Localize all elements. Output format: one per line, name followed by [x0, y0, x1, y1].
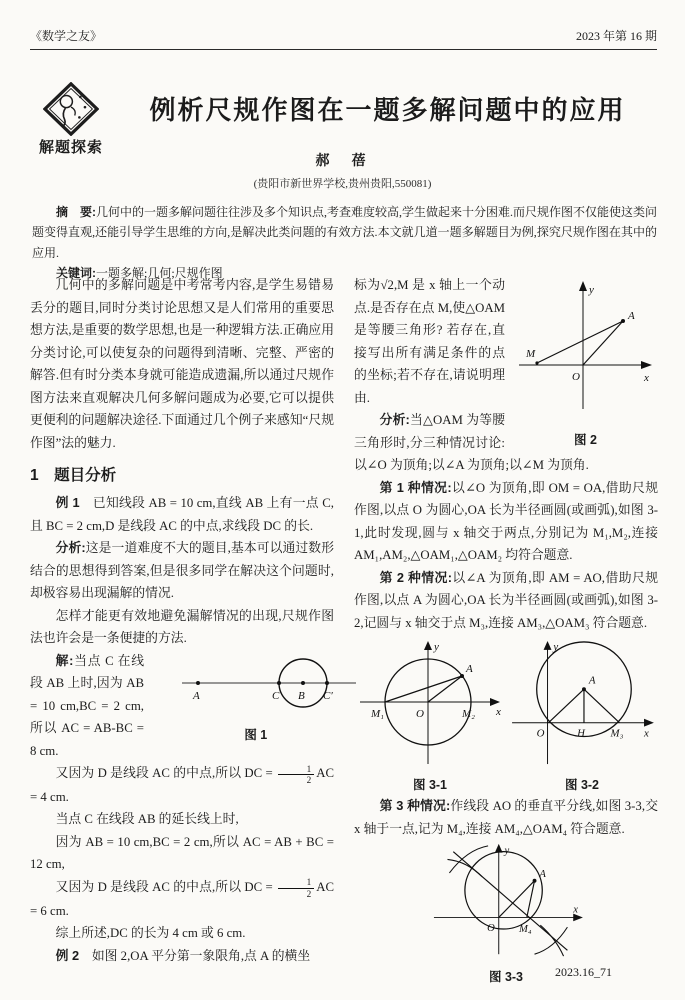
figure-3-3-drawing [426, 842, 586, 960]
abstract-label: 摘 要: [56, 205, 96, 219]
fig2-label-o: O [572, 371, 580, 383]
issue-label: 2023 年第 16 期 [575, 29, 657, 43]
fig2-label-x: x [644, 372, 649, 384]
fig33-label-y: y [504, 845, 510, 857]
right-column [354, 274, 658, 985]
solution-label: 解: [55, 652, 74, 668]
summary-paragraph: 综上所述,DC 的长为 4 cm 或 6 cm. [55, 926, 246, 941]
case3-paragraph [354, 795, 658, 840]
fig2-label-a: A [628, 310, 635, 322]
intro-paragraph: 几何中的多解问题是中考常考内容,是学生易错易丢分的题目,同时分类讨论思想又是人们常用的重要思想方法,是重要的数学思想,也是一种逻辑方法.正确应用分类讨论,可以使复杂的问题得到清晰、完整、严密的解答.但有时分类本身就可能造成遗漏,所以通过尺规作图方法来直观解决几何多解问题成为必要,它可以提供更便利的问题解决途径.下面通过几个例子来感知“尺规作图”法的魅力. [30, 278, 334, 450]
figure-2-caption: 图 2 [574, 432, 597, 447]
fig2-label-m: M [526, 348, 536, 360]
fig32-label-a: A [588, 674, 596, 687]
section-badge [28, 82, 114, 157]
ac12-paragraph: 因为 AB = 10 cm,BC = 2 cm,所以 AC = AB + BC = 12 cm, [30, 834, 334, 872]
example1-label: 例 1 [55, 495, 80, 511]
fig31-label-m1: M₁ [371, 708, 384, 721]
author-name: 郝 蓓 [315, 154, 370, 169]
analysis1-label: 分析: [55, 540, 86, 556]
dc1-paragraph [30, 762, 334, 808]
fig32-label-o: O [536, 727, 545, 740]
fig2-label-y: y [589, 284, 594, 296]
how-paragraph: 怎样才能更有效地避免漏解情况的出现,尺规作图法也许会是一条便捷的方法. [30, 608, 334, 646]
case1-paragraph [354, 477, 658, 567]
fig31-label-o: O [416, 708, 424, 721]
fig31-label-y: y [434, 641, 439, 654]
dc2-pre: 又因为 D 是线段 AC 的中点,所以 DC = [55, 879, 277, 894]
figure-1 [152, 653, 334, 747]
abstract-block [32, 202, 657, 284]
example1-text: 已知线段 AB = 10 cm,直线 AB 上有一点 C,且 BC = 2 cm,D 是线段 AC 的中点,求线段 DC 的长. [30, 496, 334, 533]
figure-3-1-drawing [356, 638, 504, 768]
author-affiliation: (贵阳市新世界学校,贵州贵阳,550081) [253, 178, 432, 190]
thinker-stamp-icon [43, 82, 99, 136]
case2-label: 第 2 种情况: [379, 569, 452, 585]
fig1-label-c: C [271, 689, 279, 702]
journal-name: 《数学之友》 [30, 29, 103, 43]
example2-label: 例 2 [55, 947, 80, 963]
fraction-one-half: $\frac{1}{2}$ [278, 877, 314, 899]
fig1-label-cprime: C′ [322, 689, 333, 702]
analysis2-text: 当△OAM 为等腰三角形时,分三种情况讨论:以∠O 为顶角;以∠A 为顶角;以∠M 为顶角. [354, 413, 589, 473]
fig32-label-m3: M₃ [610, 727, 624, 740]
figure-3-1-caption: 图 3-1 [412, 778, 448, 793]
extension-paragraph: 当点 C 在线段 AB 的延长线上时, [55, 812, 239, 827]
figure-3-row [354, 638, 658, 793]
fig33-label-o: O [487, 923, 495, 935]
page-number: 2023.16_71 [555, 965, 612, 979]
keywords-label: 关键词: [56, 266, 96, 281]
page-header [30, 27, 657, 50]
fig32-label-y: y [553, 641, 559, 654]
figure-3-3 [354, 842, 658, 985]
abstract-text: 几何中的一题多解问题往往涉及多个知识点,考查难度较高,学生做起来十分困难.而尺规作图不仅能使这类问题变得直观,还能引导学生思维的方向,是解决此类问题的有效方法.本文就几道一题多解题目为例,探究尺规作图在其中的应用. [32, 205, 658, 260]
dc2-paragraph [30, 876, 334, 922]
figure-3-2-caption: 图 3-2 [564, 778, 600, 793]
case2-text: 以∠A 为顶角,即 AM = AO,借助尺规作图,以点 A 为圆心,OA 长为半径画圆(或画弧),如图 3-2,记圆与 x 轴交于点 M₃,连接 AM₃,△OAM₃ 符合题意. [354, 570, 658, 630]
fig33-label-x: x [573, 904, 578, 916]
figure-3-2-drawing [508, 638, 656, 768]
figure-3-1 [356, 638, 504, 793]
figure-2-drawing [513, 277, 658, 419]
figure-3-3-caption: 图 3-3 [488, 970, 524, 985]
case2-paragraph [354, 567, 658, 635]
fig32-label-x: x [644, 727, 649, 740]
example2-text: 如图 2,OA 平分第一象限角,点 A 的横坐 [79, 948, 311, 963]
solution-text: 当点 C 在线段 AB 上时,因为 AB = 10 cm,BC = 2 cm,所以 AC = AB-BC = 8 cm. [30, 653, 145, 758]
fig31-label-x: x [496, 706, 501, 719]
case1-label: 第 1 种情况: [379, 479, 452, 495]
figure-1-drawing [178, 653, 360, 715]
left-column [30, 274, 334, 985]
badge-label: 解题探索 [38, 139, 103, 156]
section-heading-1: 1 题目分析 [30, 467, 117, 485]
fig32-label-h: H [577, 727, 585, 740]
example1-paragraph [30, 492, 334, 537]
solution-paragraph [30, 650, 334, 763]
example2-cont-text: 标为√2,M 是 x 轴上一个动点.是否存在点 M,使△OAM 是等腰三角形? 若存在,直接写出所有满足条件的点的坐标;若不存在,请说明理由. [354, 278, 505, 405]
figure-3-2 [508, 638, 656, 793]
abstract-paragraph [32, 202, 657, 263]
case3-label: 第 3 种情况: [379, 798, 451, 814]
fig31-label-a: A [466, 663, 473, 676]
analysis1-text: 这是一道难度不大的题目,基本可以通过数形结合的思想得到答案,但是很多同学在解决这个问题时,却极容易出现漏解的情况. [30, 541, 334, 601]
fig1-label-b: B [297, 689, 305, 702]
figure-1-caption: 图 1 [244, 728, 268, 743]
example2-paragraph [30, 945, 334, 968]
dc1-pre: 又因为 D 是线段 AC 的中点,所以 DC = [55, 766, 277, 781]
fig1-label-a: A [192, 689, 200, 702]
case3-text: 作线段 AO 的垂直平分线,如图 3-3,交 x 轴于一点,记为 M₄,连接 AM₄,△OAM₄ 符合题意. [354, 799, 658, 836]
figure-2 [513, 277, 658, 451]
analysis2-label: 分析: [379, 412, 410, 428]
body-columns [30, 274, 658, 985]
keywords-text: 一题多解;几何;尺规作图 [96, 266, 223, 281]
dc1-post: AC = 4 cm. [30, 766, 334, 804]
fig33-label-a: A [539, 869, 546, 881]
dc2-post: AC = 6 cm. [30, 879, 334, 918]
fig33-label-m4: M₄ [519, 924, 532, 936]
fraction-one-half: $\frac{1}{2}$ [278, 764, 314, 786]
fig31-label-m2: M₂ [462, 708, 475, 721]
analysis1-paragraph [30, 537, 334, 605]
case1-text: 以∠O 为顶角,即 OM = OA,借助尺规作图,以点 O 为圆心,OA 长为半径画圆(或画弧),如图 3-1,此时发现,圆与 x 轴交于两点,分别记为 M₁,M₂,连接 AM₁,AM₂,△OAM₁,△OAM₂ 均符合题意. [354, 480, 658, 563]
article-title: 例析尺规作图在一题多解问题中的应用 [149, 96, 626, 125]
